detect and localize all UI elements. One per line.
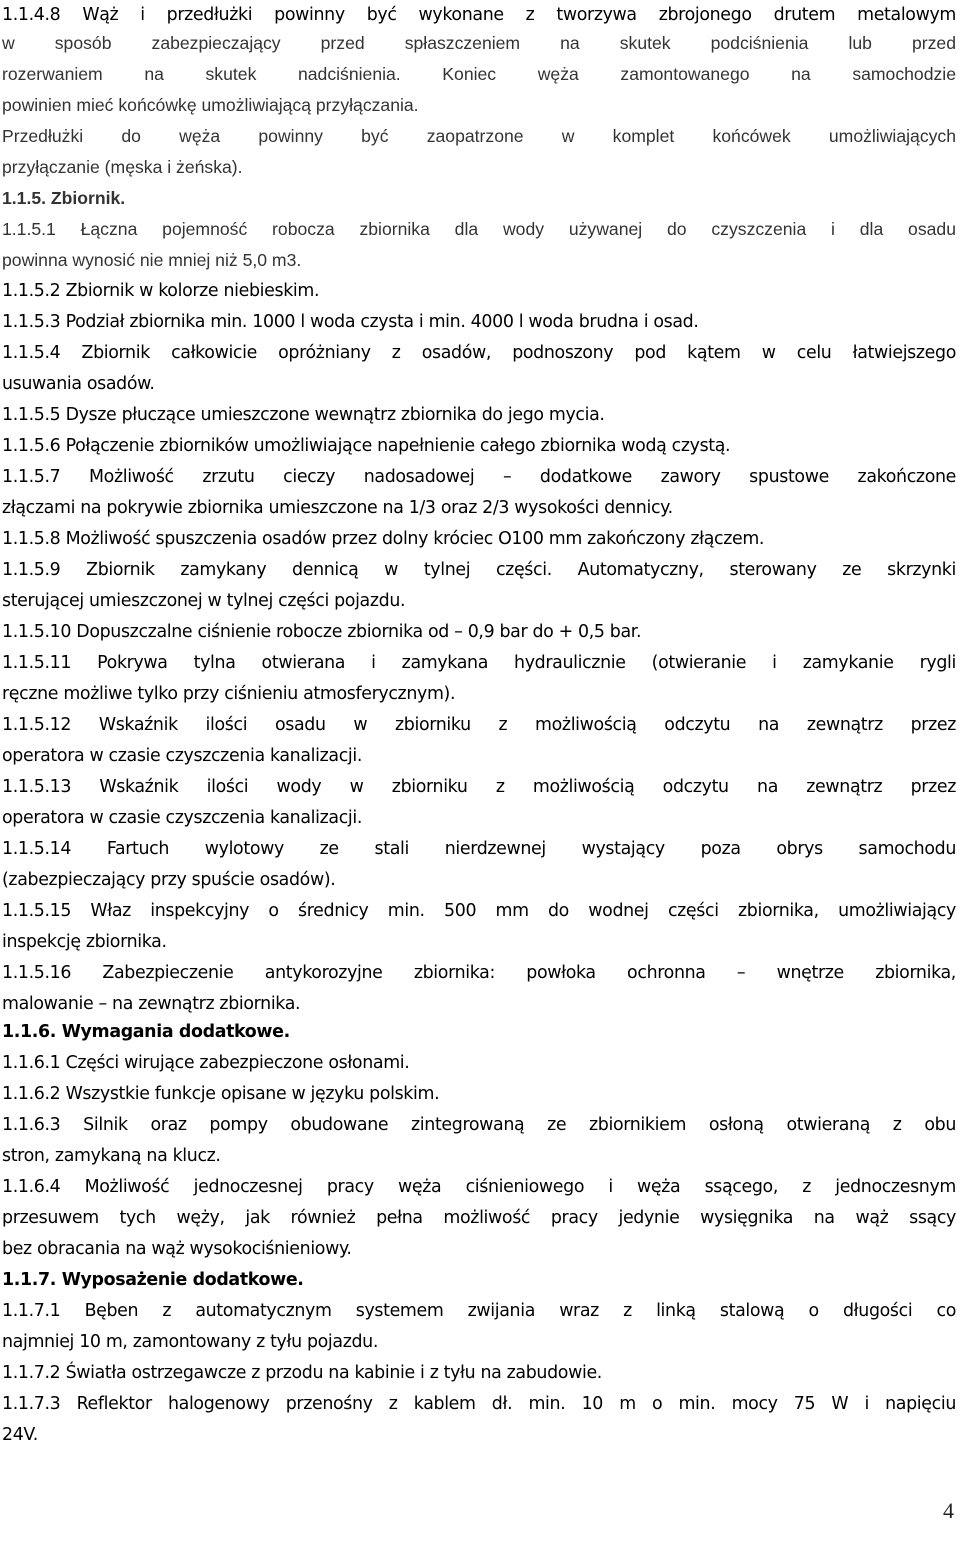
text-line: inspekcję zbiornika. — [2, 932, 167, 952]
text-line: rozerwaniem na skutek nadciśnienia. Koniec węża zamontowanego na samochodzie — [2, 64, 956, 84]
text-line: 1.1.5.16 Zabezpieczenie antykorozyjne zbiornika: powłoka ochronna – wnętrze zbiornika, — [2, 963, 956, 983]
text-line: 1.1.6.1 Części wirujące zabezpieczone osłonami. — [2, 1053, 410, 1073]
text-line: 1.1.5.9 Zbiornik zamykany dennicą w tylnej części. Automatyczny, sterowany ze skrzynki — [2, 560, 956, 580]
text-line: 1.1.5.15 Właz inspekcyjny o średnicy min. 500 mm do wodnej części zbiornika, umożliwiający — [2, 901, 956, 921]
text-line: 1.1.7.2 Światła ostrzegawcze z przodu na kabinie i z tyłu na zabudowie. — [2, 1363, 602, 1383]
text-line: sterującej umieszczonej w tylnej części pojazdu. — [2, 591, 406, 611]
text-line: przyłączanie (męska i żeńska). — [2, 157, 243, 177]
text-line: 1.1.5.13 Wskaźnik ilości wody w zbiorniku z możliwością odczytu na zewnątrz przez — [2, 777, 956, 797]
text-line: bez obracania na wąż wysokociśnieniowy. — [2, 1239, 352, 1259]
text-line: operatora w czasie czyszczenia kanalizacji. — [2, 746, 363, 766]
text-line: 1.1.5.12 Wskaźnik ilości osadu w zbiorniku z możliwością odczytu na zewnątrz przez — [2, 715, 956, 735]
text-line: 1.1.5.3 Podział zbiornika min. 1000 l woda czysta i min. 4000 l woda brudna i osad. — [2, 312, 699, 332]
text-line: najmniej 10 m, zamontowany z tyłu pojazdu. — [2, 1332, 379, 1352]
text-line: 1.1.7.3 Reflektor halogenowy przenośny z kablem dł. min. 10 m o min. mocy 75 W i napięciu — [2, 1394, 956, 1414]
text-line: 1.1.5.10 Dopuszczalne ciśnienie robocze zbiornika od – 0,9 bar do + 0,5 bar. — [2, 622, 642, 642]
text-line: 1.1.5.4 Zbiornik całkowicie opróżniany z osadów, podnoszony pod kątem w celu łatwiejszego — [2, 343, 956, 363]
text-line: 1.1.6.4 Możliwość jednoczesnej pracy węża ciśnieniowego i węża ssącego, z jednoczesnym — [2, 1177, 956, 1197]
text-line: 1.1.5.8 Możliwość spuszczenia osadów przez dolny króciec O100 mm zakończony złączem. — [2, 529, 765, 549]
section-heading: 1.1.5. Zbiornik. — [2, 188, 126, 208]
page-number: 4 — [943, 1498, 954, 1523]
text-line: 1.1.5.7 Możliwość zrzutu cieczy nadosadowej – dodatkowe zawory spustowe zakończone — [2, 467, 956, 487]
text-line: usuwania osadów. — [2, 374, 155, 394]
text-line: 1.1.5.14 Fartuch wylotowy ze stali nierdzewnej wystający poza obrys samochodu — [2, 839, 956, 859]
text-line: powinien mieć końcówkę umożliwiającą przyłączania. — [2, 95, 419, 115]
text-line: 1.1.5.6 Połączenie zbiorników umożliwiające napełnienie całego zbiornika wodą czystą. — [2, 436, 731, 456]
text-line: 1.1.5.2 Zbiornik w kolorze niebieskim. — [2, 281, 320, 301]
section-heading: 1.1.7. Wyposażenie dodatkowe. — [2, 1270, 304, 1290]
text-line: przesuwem tych węży, jak również pełna możliwość pracy jedynie wysięgnika na wąż ssący — [2, 1208, 956, 1228]
text-line: (zabezpieczający przy spuście osadów). — [2, 870, 336, 890]
text-line: 1.1.4.8 Wąż i przedłużki powinny być wykonane z tworzywa zbrojonego drutem metalowym — [2, 5, 956, 25]
text-line: ręczne możliwe tylko przy ciśnieniu atmosferycznym). — [2, 684, 456, 704]
text-line: 1.1.5.5 Dysze płuczące umieszczone wewnątrz zbiornika do jego mycia. — [2, 405, 605, 425]
text-line: operatora w czasie czyszczenia kanalizacji. — [2, 808, 363, 828]
text-line: Przedłużki do węża powinny być zaopatrzone w komplet końcówek umożliwiających — [2, 126, 956, 146]
text-line: 1.1.5.11 Pokrywa tylna otwierana i zamykana hydraulicznie (otwieranie i zamykanie rygli — [2, 653, 956, 673]
text-line: 1.1.7.1 Bęben z automatycznym systemem zwijania wraz z linką stalową o długości co — [2, 1301, 956, 1321]
text-line: 1.1.6.2 Wszystkie funkcje opisane w języku polskim. — [2, 1084, 440, 1104]
text-line: stron, zamykaną na klucz. — [2, 1146, 221, 1166]
text-line: 1.1.6.3 Silnik oraz pompy obudowane zintegrowaną ze zbiornikiem osłoną otwieraną z obu — [2, 1115, 956, 1135]
section-heading: 1.1.6. Wymagania dodatkowe. — [2, 1022, 290, 1042]
text-line: 24V. — [2, 1425, 38, 1445]
text-line: złączami na pokrywie zbiornika umieszczone na 1/3 oraz 2/3 wysokości dennicy. — [2, 498, 673, 518]
text-line: powinna wynosić nie mniej niż 5,0 m3. — [2, 250, 302, 270]
text-line: 1.1.5.1 Łączna pojemność robocza zbiornika dla wody używanej do czyszczenia i dla osadu — [2, 219, 956, 239]
text-line: malowanie – na zewnątrz zbiornika. — [2, 994, 301, 1014]
text-line: w sposób zabezpieczający przed spłaszczeniem na skutek podciśnienia lub przed — [2, 33, 956, 53]
